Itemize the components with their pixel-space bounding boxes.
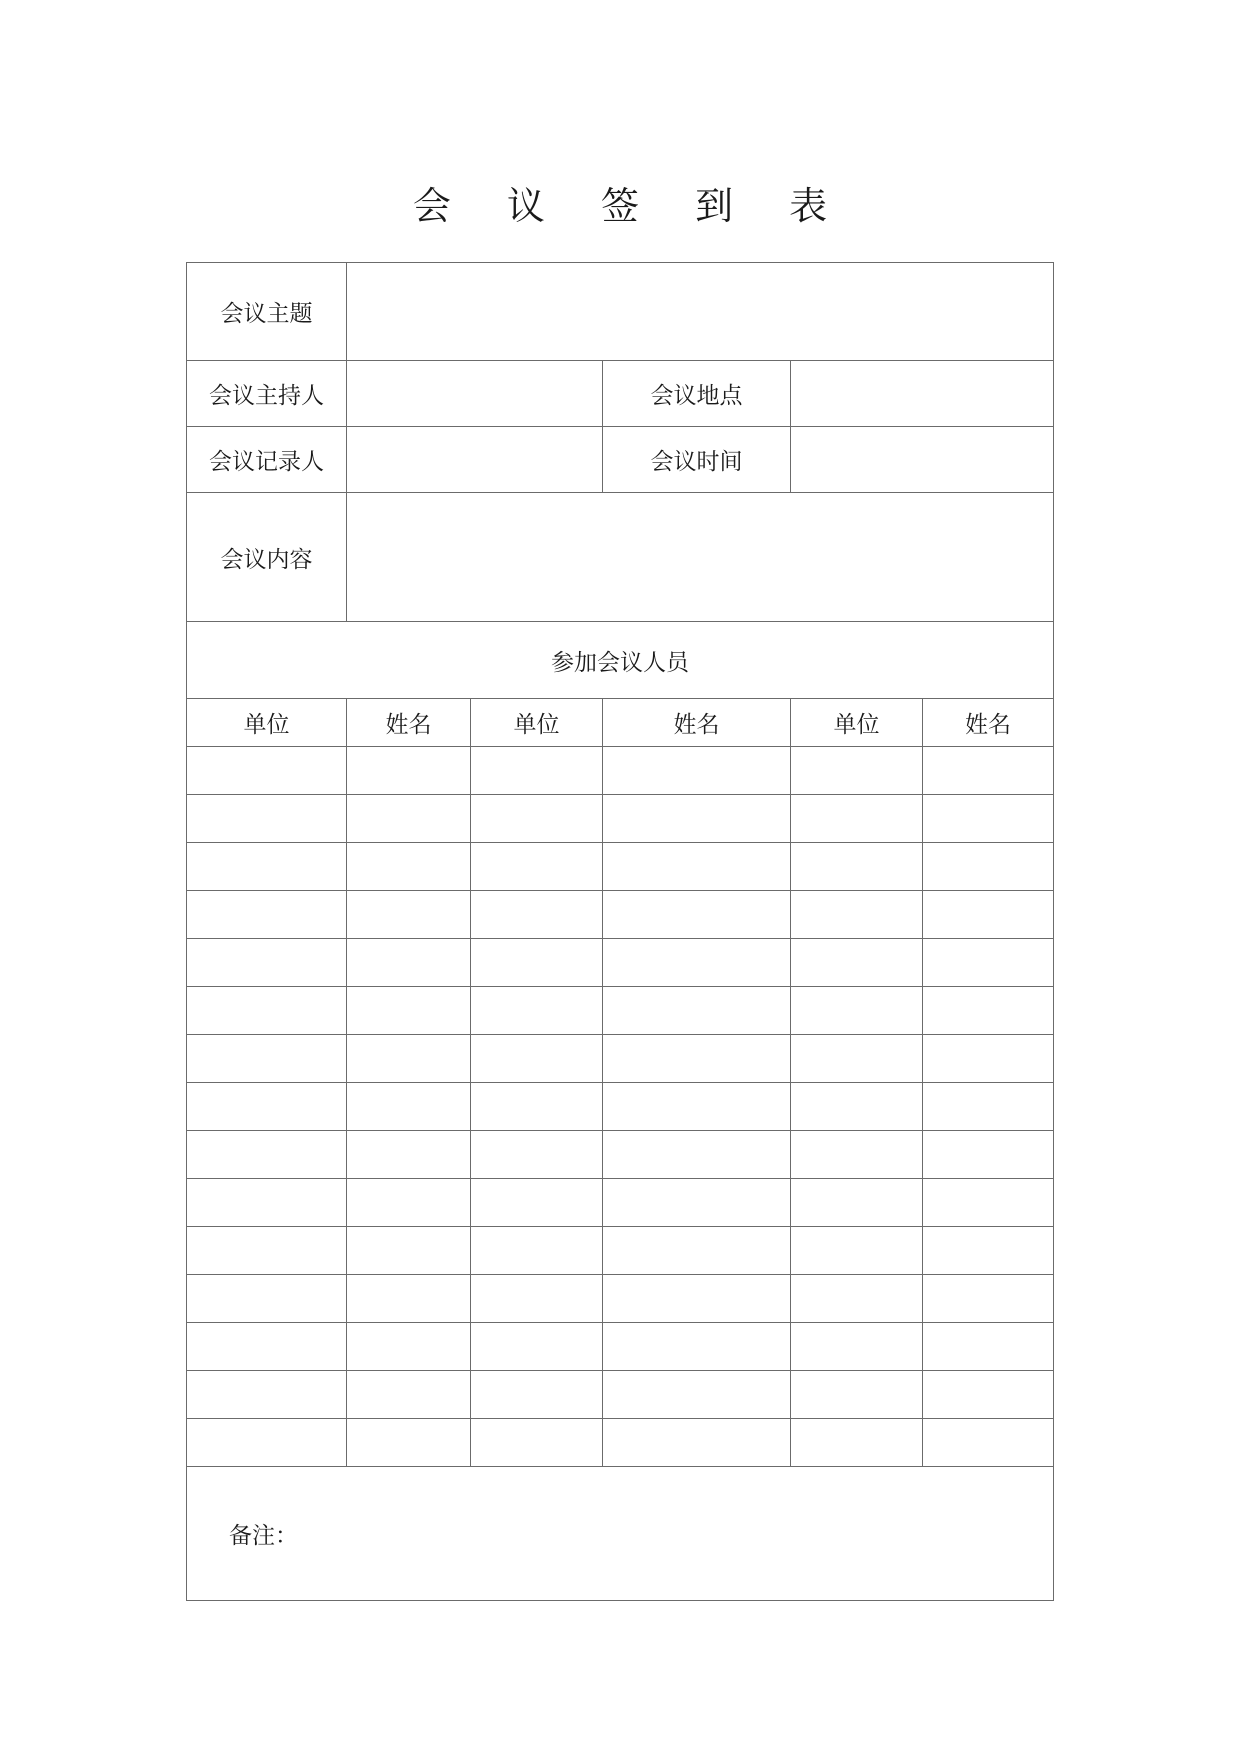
- unit-cell[interactable]: [791, 987, 923, 1035]
- unit-cell[interactable]: [791, 1179, 923, 1227]
- unit-cell[interactable]: [471, 1419, 603, 1467]
- name-cell[interactable]: [347, 1131, 471, 1179]
- unit-cell[interactable]: [187, 1083, 347, 1131]
- sign-in-row: [187, 1275, 1054, 1323]
- unit-cell[interactable]: [187, 843, 347, 891]
- unit-cell[interactable]: [471, 1131, 603, 1179]
- name-cell[interactable]: [923, 1323, 1054, 1371]
- unit-cell[interactable]: [187, 1131, 347, 1179]
- name-cell[interactable]: [603, 1083, 791, 1131]
- name-cell[interactable]: [347, 987, 471, 1035]
- name-cell[interactable]: [603, 747, 791, 795]
- name-cell[interactable]: [923, 1419, 1054, 1467]
- name-cell[interactable]: [347, 1323, 471, 1371]
- name-cell[interactable]: [347, 795, 471, 843]
- unit-cell[interactable]: [471, 843, 603, 891]
- sign-in-table: [186, 262, 1054, 1601]
- unit-cell[interactable]: [471, 987, 603, 1035]
- name-cell[interactable]: [923, 1275, 1054, 1323]
- unit-cell[interactable]: [187, 795, 347, 843]
- host-label: 会议主持人: [187, 361, 347, 427]
- sign-in-row: [187, 1035, 1054, 1083]
- unit-cell[interactable]: [187, 1371, 347, 1419]
- sign-in-row: [187, 1323, 1054, 1371]
- content-field[interactable]: [347, 493, 1054, 622]
- column-header-row: [187, 699, 1054, 747]
- unit-cell[interactable]: [471, 939, 603, 987]
- sign-in-row: [187, 1131, 1054, 1179]
- unit-cell[interactable]: [791, 843, 923, 891]
- name-cell[interactable]: [603, 795, 791, 843]
- sign-in-row: [187, 1371, 1054, 1419]
- name-cell[interactable]: [347, 843, 471, 891]
- sign-in-row: [187, 939, 1054, 987]
- unit-cell[interactable]: [187, 1275, 347, 1323]
- sign-in-row: [187, 795, 1054, 843]
- attendees-header-row: [187, 622, 1054, 699]
- name-cell[interactable]: [347, 1083, 471, 1131]
- unit-cell[interactable]: [791, 795, 923, 843]
- name-cell[interactable]: [347, 1371, 471, 1419]
- name-cell[interactable]: [347, 1227, 471, 1275]
- name-cell[interactable]: [603, 1275, 791, 1323]
- sign-in-row: [187, 1083, 1054, 1131]
- unit-cell[interactable]: [791, 891, 923, 939]
- name-cell[interactable]: [347, 1419, 471, 1467]
- name-cell[interactable]: [603, 987, 791, 1035]
- content-label: 会议内容: [187, 493, 347, 622]
- sign-in-row: [187, 747, 1054, 795]
- time-label: 会议时间: [603, 427, 791, 493]
- notes-label: 备注：: [229, 1523, 298, 1549]
- name-cell[interactable]: [603, 891, 791, 939]
- name-cell[interactable]: [923, 843, 1054, 891]
- name-cell[interactable]: [603, 1419, 791, 1467]
- unit-cell[interactable]: [187, 939, 347, 987]
- name-cell[interactable]: [923, 1179, 1054, 1227]
- unit-cell[interactable]: [791, 939, 923, 987]
- name-cell[interactable]: [603, 1131, 791, 1179]
- name-cell[interactable]: [923, 939, 1054, 987]
- unit-cell[interactable]: [471, 1275, 603, 1323]
- name-cell[interactable]: [603, 843, 791, 891]
- name-cell[interactable]: [923, 1371, 1054, 1419]
- name-cell[interactable]: [923, 1035, 1054, 1083]
- unit-cell[interactable]: [187, 1227, 347, 1275]
- unit-cell[interactable]: [471, 1035, 603, 1083]
- sign-in-row: [187, 891, 1054, 939]
- name-cell[interactable]: [923, 891, 1054, 939]
- unit-cell[interactable]: [471, 1227, 603, 1275]
- host-row: [187, 361, 1054, 427]
- topic-row: [187, 263, 1054, 361]
- sign-in-row: [187, 987, 1054, 1035]
- name-cell[interactable]: [603, 1227, 791, 1275]
- name-cell[interactable]: [347, 1179, 471, 1227]
- unit-cell[interactable]: [471, 795, 603, 843]
- sign-in-row: [187, 1227, 1054, 1275]
- name-cell[interactable]: [603, 1323, 791, 1371]
- notes-field[interactable]: [187, 1467, 1054, 1601]
- sign-in-row: [187, 843, 1054, 891]
- column-header-unit: 单位: [471, 699, 603, 747]
- column-header-name: 姓名: [603, 699, 791, 747]
- name-cell[interactable]: [603, 1371, 791, 1419]
- name-cell[interactable]: [347, 939, 471, 987]
- name-cell[interactable]: [923, 1131, 1054, 1179]
- name-cell[interactable]: [347, 1035, 471, 1083]
- column-header-name: 姓名: [923, 699, 1054, 747]
- name-cell[interactable]: [603, 1179, 791, 1227]
- unit-cell[interactable]: [791, 1035, 923, 1083]
- unit-cell[interactable]: [471, 1371, 603, 1419]
- unit-cell[interactable]: [187, 1419, 347, 1467]
- name-cell[interactable]: [923, 1083, 1054, 1131]
- unit-cell[interactable]: [471, 747, 603, 795]
- unit-cell[interactable]: [187, 987, 347, 1035]
- name-cell[interactable]: [923, 1227, 1054, 1275]
- document-title: 会 议 签 到 表: [412, 184, 850, 228]
- recorder-row: [187, 427, 1054, 493]
- unit-cell[interactable]: [471, 891, 603, 939]
- name-cell[interactable]: [347, 891, 471, 939]
- name-cell[interactable]: [603, 939, 791, 987]
- unit-cell[interactable]: [187, 1179, 347, 1227]
- attendees-header: 参加会议人员: [187, 622, 1054, 699]
- unit-cell[interactable]: [791, 1323, 923, 1371]
- name-cell[interactable]: [923, 747, 1054, 795]
- topic-field[interactable]: [347, 263, 1054, 361]
- column-header-unit: 单位: [791, 699, 923, 747]
- unit-cell[interactable]: [187, 1323, 347, 1371]
- location-label: 会议地点: [603, 361, 791, 427]
- unit-cell[interactable]: [471, 1083, 603, 1131]
- sign-in-row: [187, 1419, 1054, 1467]
- unit-cell[interactable]: [471, 1179, 603, 1227]
- content-row: [187, 493, 1054, 622]
- unit-cell[interactable]: [187, 891, 347, 939]
- unit-cell[interactable]: [471, 1323, 603, 1371]
- name-cell[interactable]: [923, 795, 1054, 843]
- unit-cell[interactable]: [187, 1035, 347, 1083]
- topic-label: 会议主题: [187, 263, 347, 361]
- recorder-field[interactable]: [347, 427, 603, 493]
- name-cell[interactable]: [347, 747, 471, 795]
- notes-row: [187, 1467, 1054, 1601]
- column-header-name: 姓名: [347, 699, 471, 747]
- unit-cell[interactable]: [791, 1083, 923, 1131]
- unit-cell[interactable]: [791, 1371, 923, 1419]
- name-cell[interactable]: [347, 1275, 471, 1323]
- location-field[interactable]: [791, 361, 1054, 427]
- unit-cell[interactable]: [791, 1275, 923, 1323]
- host-field[interactable]: [347, 361, 603, 427]
- sign-in-row: [187, 1179, 1054, 1227]
- recorder-label: 会议记录人: [187, 427, 347, 493]
- unit-cell[interactable]: [187, 747, 347, 795]
- unit-cell[interactable]: [791, 1419, 923, 1467]
- unit-cell[interactable]: [791, 1131, 923, 1179]
- time-field[interactable]: [791, 427, 1054, 493]
- column-header-unit: 单位: [187, 699, 347, 747]
- unit-cell[interactable]: [791, 747, 923, 795]
- name-cell[interactable]: [923, 987, 1054, 1035]
- name-cell[interactable]: [603, 1035, 791, 1083]
- unit-cell[interactable]: [791, 1227, 923, 1275]
